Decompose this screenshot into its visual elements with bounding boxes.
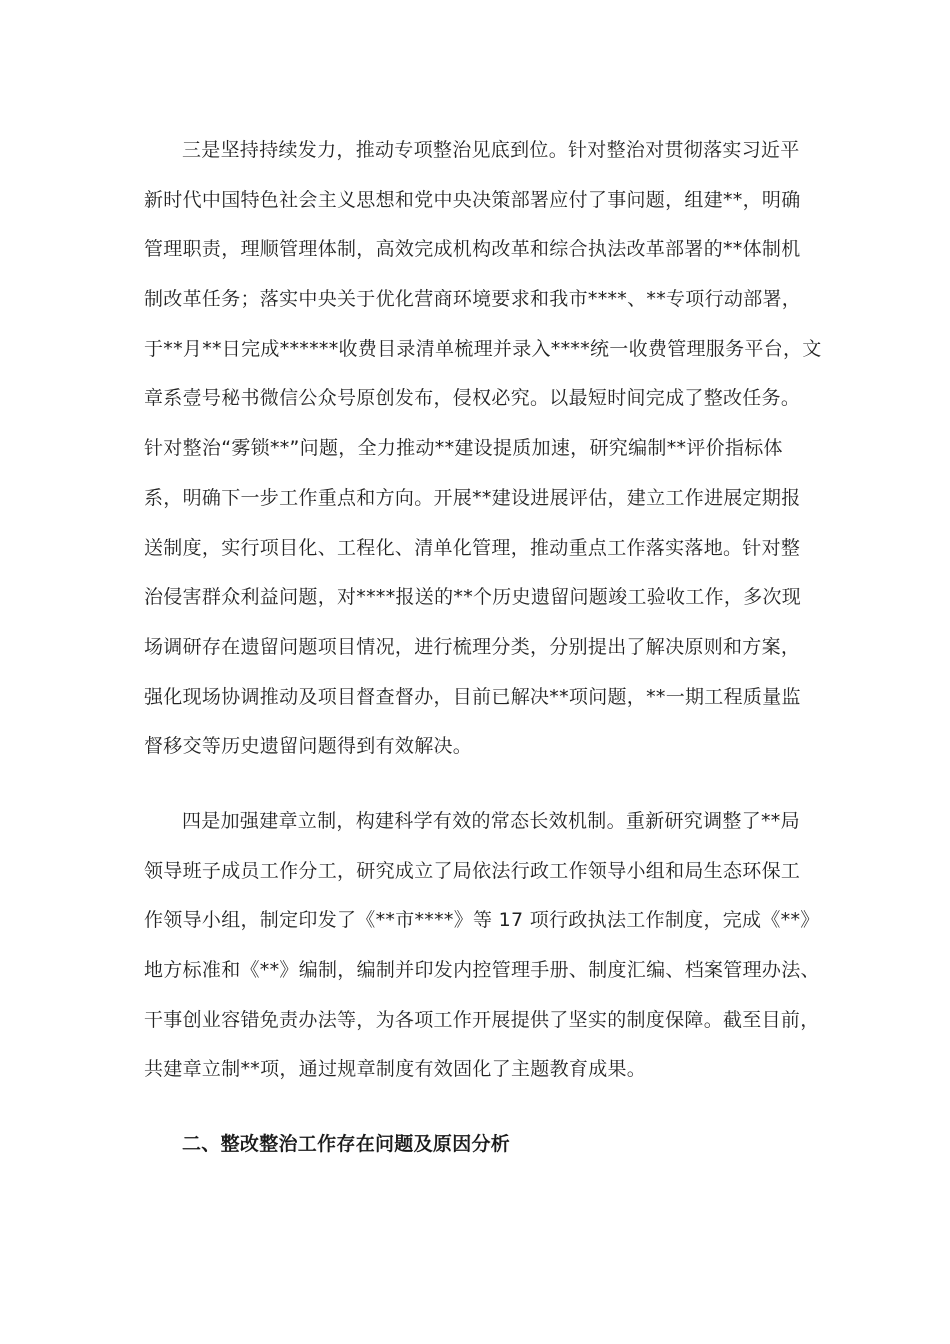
text-line: 督移交等历史遗留问题得到有效解决。 (144, 735, 473, 758)
text-line: 送制度，实行项目化、工程化、清单化管理，推动重点工作落实落地。针对整 (144, 536, 801, 559)
text-line: 系，明确下一步工作重点和方向。开展**建设进展评估，建立工作进展定期报 (144, 486, 801, 509)
text-line: 地方标准和《**》编制，编制并印发内控管理手册、制度汇编、档案管理办法、 (144, 959, 820, 982)
text-line: 场调研存在遗留问题项目情况，进行梳理分类，分别提出了解决原则和方案， (144, 635, 801, 658)
text-line: 治侵害群众利益问题，对****报送的**个历史遗留问题竣工验收工作，多次现 (144, 586, 802, 609)
text-line: 于**月**日完成******收费目录清单梳理并录入****统一收费管理服务平台，文 (144, 337, 822, 360)
text-line: 新时代中国特色社会主义思想和党中央决策部署应付了事问题，组建**，明确 (144, 188, 801, 211)
paragraph-four (144, 797, 820, 1095)
text-line: 领导班子成员工作分工，研究成立了局依法行政工作领导小组和局生态环保工 (144, 859, 801, 882)
text-line: 干事创业容错免责办法等，为各项工作开展提供了坚实的制度保障。截至目前， (144, 1008, 820, 1031)
paragraph-three (144, 126, 822, 772)
text-line: 三是坚持持续发力，推动专项整治见底到位。针对整治对贯彻落实习近平 (182, 139, 800, 161)
text-line: 针对整治“雾锁**”问题，全力推动**建设提质加速，研究编制**评价指标体 (144, 437, 783, 460)
text-line: 作领导小组，制定印发了《**市****》等 17 项行政执法工作制度，完成《**》 (144, 909, 820, 932)
text-line: 四是加强建章立制，构建科学有效的常态长效机制。重新研究调整了**局 (182, 810, 800, 832)
text-line: 强化现场协调推动及项目督查督办，目前已解决**项问题，**一期工程质量监 (144, 685, 801, 708)
text-line: 章系壹号秘书微信公众号原创发布，侵权必究。以最短时间完成了整改任务。 (144, 387, 801, 410)
section-heading: 二、整改整治工作存在问题及原因分析 (182, 1133, 511, 1155)
text-line: 管理职责，理顺管理体制，高效完成机构改革和综合执法改革部署的**体制机 (144, 238, 801, 261)
text-line: 共建章立制**项，通过规章制度有效固化了主题教育成果。 (144, 1058, 647, 1081)
text-line: 制改革任务；落实中央关于优化营商环境要求和我市****、**专项行动部署， (144, 288, 802, 311)
